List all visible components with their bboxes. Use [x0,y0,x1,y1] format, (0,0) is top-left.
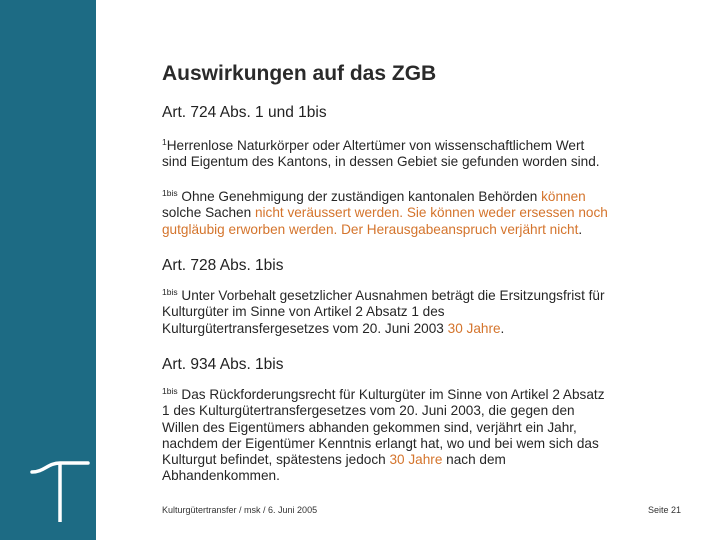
text: solche Sachen [162,205,255,221]
text: Kulturgut befindet, spätestens jedoch [162,452,390,468]
text: Unter Vorbehalt gesetzlicher Ausnahmen beträgt die Ersitzungsfrist für [177,288,605,303]
sidebar-band [0,0,96,540]
article-heading-728: Art. 728 Abs. 1bis [162,257,284,274]
paragraph-724-1 [162,138,692,171]
text-line: 1 des Kulturgütertransfergesetzes vom 20. Juni 2003, die gegen den [162,403,575,419]
highlight-text: 30 Jahre [447,320,501,336]
text: Herrenlose Naturkörper oder Altertümer von wissenschaftlichem Wert [166,138,585,153]
article-heading-934: Art. 934 Abs. 1bis [162,356,284,373]
footer-source: Kulturgütertransfer / msk / 6. Juni 2005 [162,505,318,515]
footer-page-number: Seite 21 [648,505,682,515]
paragraph-934-1bis [162,387,692,485]
text-line [162,387,692,403]
text-line [162,452,692,468]
superscript: 1 [162,137,167,147]
text: . [578,221,583,237]
text: . [500,320,505,336]
article-heading-724: Art. 724 Abs. 1 und 1bis [162,104,327,121]
text-line [162,222,692,238]
text: Kulturgütertransfergesetzes vom 20. Juni 2003 [162,320,448,336]
text: Ohne Genehmigung der zuständigen kantonalen Behörden [177,189,542,204]
paragraph-724-1bis [162,189,692,238]
highlight-text: nicht veräussert werden. Sie können weder ersessen noch [254,205,608,221]
highlight-text: können [541,189,586,204]
highlight-text: gutgläubig erworben werden. Der Herausgabeanspruch verjährt nicht [162,221,579,237]
text-line: Kulturgüter im Sinne von Artikel 2 Absatz 1 des [162,304,445,320]
text-line [162,288,692,304]
superscript: 1bis [162,287,178,297]
text-line: Abhandenkommen. [162,468,280,484]
text-line: sind Eigentum des Kantons, in dessen Gebiet sie gefunden worden sind. [162,154,600,170]
superscript: 1bis [162,188,178,198]
text-line: nachdem der Eigentümer Kenntnis erlangt hat, wo und bei wem sich das [162,435,599,451]
text-line [162,205,692,221]
superscript: 1bis [162,386,178,396]
text-line [162,189,692,205]
slide-title: Auswirkungen auf das ZGB [162,62,437,85]
text: nach dem [442,452,506,468]
text: Das Rückforderungsrecht für Kulturgüter im Sinne von Artikel 2 Absatz [177,387,605,402]
text-line [162,321,692,337]
gamma-logo-icon [30,458,90,524]
text-line: Willen des Eigentümers abhanden gekommen sind, verjährt ein Jahr, [162,419,577,435]
text-line [162,138,692,154]
highlight-text: 30 Jahre [389,452,443,468]
paragraph-728-1bis [162,288,692,337]
